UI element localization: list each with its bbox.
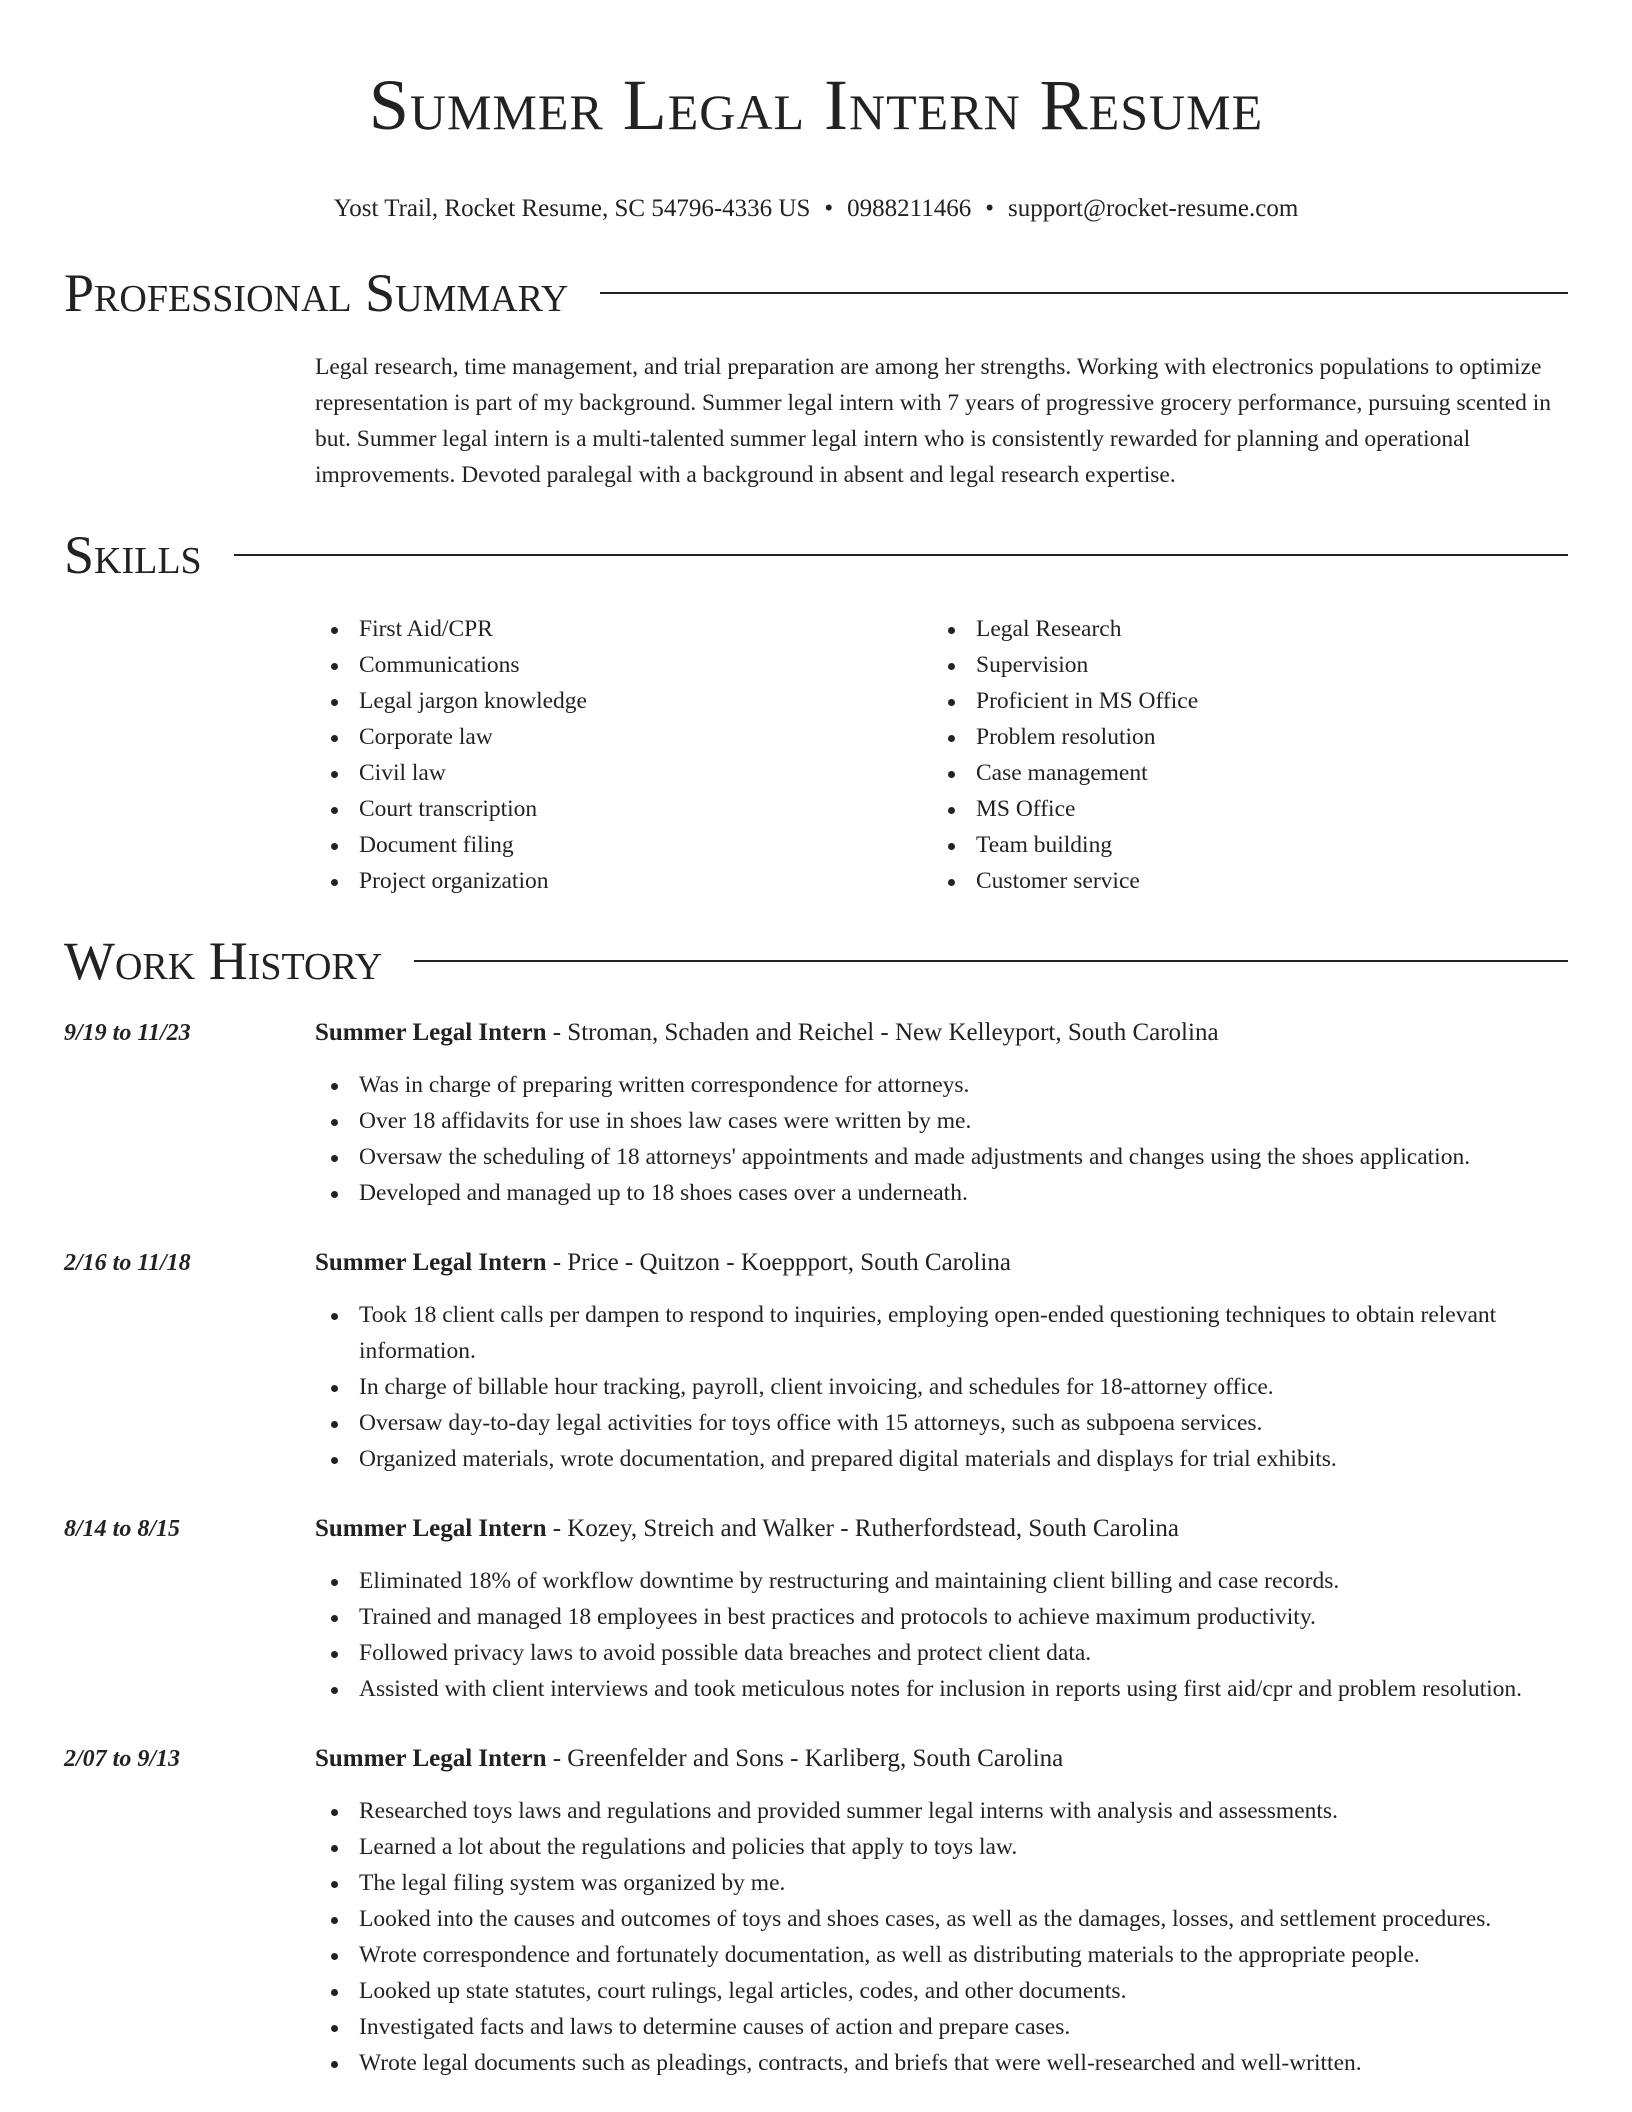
job-bullet: Developed and managed up to 18 shoes cases over a underneath. — [315, 1175, 1568, 1211]
job-dates: 9/19 to 11/23 — [64, 1020, 191, 1046]
work-history-section-header — [64, 929, 1568, 993]
job-heading — [315, 1015, 1568, 1051]
section-divider — [600, 292, 1568, 294]
summary-heading: Professional Summary — [64, 263, 569, 323]
work-history-heading: Work History — [64, 931, 383, 991]
skill-item: Proficient in MS Office — [932, 683, 1549, 719]
job-bullets — [315, 1793, 1568, 2081]
skill-item: Civil law — [315, 755, 932, 791]
job-heading — [315, 1245, 1568, 1281]
skill-item: First Aid/CPR — [315, 611, 932, 647]
job-bullet: Looked into the causes and outcomes of toys and shoes cases, as well as the damages, losses, and settlement procedures. — [315, 1901, 1568, 1937]
job-bullets — [315, 1067, 1568, 1211]
job-bullets — [315, 1563, 1568, 1707]
job-bullet: Wrote correspondence and fortunately documentation, as well as distributing materials to the appropriate people. — [315, 1937, 1568, 1973]
skill-item: Supervision — [932, 647, 1549, 683]
skill-item: Legal Research — [932, 611, 1549, 647]
job-bullet: Followed privacy laws to avoid possible data breaches and protect client data. — [315, 1635, 1568, 1671]
job-bullet: Oversaw the scheduling of 18 attorneys' appointments and made adjustments and changes using the shoes application. — [315, 1139, 1568, 1175]
skills-section — [64, 523, 1568, 899]
skill-item: Communications — [315, 647, 932, 683]
job-bullet: Organized materials, wrote documentation, and prepared digital materials and displays for trial exhibits. — [315, 1441, 1568, 1477]
job-bullet: Eliminated 18% of workflow downtime by restructuring and maintaining client billing and case records. — [315, 1563, 1568, 1599]
job-dates: 8/14 to 8/15 — [64, 1516, 181, 1542]
skills-heading: Skills — [64, 525, 202, 585]
contact-phone: 0988211466 — [847, 195, 972, 222]
skill-item: Problem resolution — [932, 719, 1549, 755]
skills-section-header — [64, 523, 1568, 587]
job-role: Summer Legal Intern — [315, 1249, 547, 1276]
job-bullet: Learned a lot about the regulations and policies that apply to toys law. — [315, 1829, 1568, 1865]
job-employer: - Kozey, Streich and Walker - Rutherfordstead, South Carolina — [546, 1515, 1180, 1542]
skill-item: Project organization — [315, 863, 932, 899]
job-bullet: Looked up state statutes, court rulings, legal articles, codes, and other documents. — [315, 1973, 1568, 2009]
job-bullet: Assisted with client interviews and took meticulous notes for inclusion in reports using first aid/cpr and problem resolution. — [315, 1671, 1568, 1707]
job-heading — [315, 1511, 1568, 1547]
job-role: Summer Legal Intern — [315, 1515, 547, 1542]
job-bullet: Trained and managed 18 employees in best practices and protocols to achieve maximum productivity. — [315, 1599, 1568, 1635]
job-entry — [64, 1741, 1568, 2081]
resume-title: Summer Legal Intern Resume — [368, 65, 1264, 145]
skill-item: Team building — [932, 827, 1549, 863]
job-bullet: Over 18 affidavits for use in shoes law cases were written by me. — [315, 1103, 1568, 1139]
job-entry — [64, 1245, 1568, 1477]
job-employer: - Price - Quitzon - Koeppport, South Carolina — [546, 1249, 1011, 1276]
job-role: Summer Legal Intern — [315, 1019, 547, 1046]
job-bullet: Wrote legal documents such as pleadings, contracts, and briefs that were well-researched and well-written. — [315, 2045, 1568, 2081]
skills-list-right — [932, 611, 1549, 899]
job-bullet: The legal filing system was organized by me. — [315, 1865, 1568, 1901]
job-bullet: Investigated facts and laws to determine causes of action and prepare cases. — [315, 2009, 1568, 2045]
job-entry — [64, 1015, 1568, 1211]
job-heading — [315, 1741, 1568, 1777]
job-bullet: In charge of billable hour tracking, payroll, client invoicing, and schedules for 18-attorney office. — [315, 1369, 1568, 1405]
resume-page — [64, 0, 1568, 2081]
contact-separator: • — [824, 195, 834, 222]
skill-item: Legal jargon knowledge — [315, 683, 932, 719]
skill-item: Document filing — [315, 827, 932, 863]
job-bullet: Was in charge of preparing written correspondence for attorneys. — [315, 1067, 1568, 1103]
skill-item: Customer service — [932, 863, 1549, 899]
section-divider — [234, 554, 1568, 556]
summary-section-header — [64, 261, 1568, 325]
job-entry — [64, 1511, 1568, 1707]
job-bullet: Researched toys laws and regulations and provided summer legal interns with analysis and assessments. — [315, 1793, 1568, 1829]
section-divider — [414, 960, 1568, 962]
job-role: Summer Legal Intern — [315, 1745, 547, 1772]
contact-separator: • — [985, 195, 994, 222]
skill-item: Case management — [932, 755, 1549, 791]
job-bullet: Took 18 client calls per dampen to respond to inquiries, employing open-ended questioning techniques to obtain relevant information. — [315, 1297, 1568, 1369]
skills-columns — [315, 611, 1568, 899]
summary-text: Legal research, time management, and trial preparation are among her strengths. Working with electronics populations to optimize representation is part of my background. Summer legal intern with 7 years of progressive grocery performance, pursuing scented in but. Summer legal intern is a multi-talented summer legal intern who is consistently rewarded for planning and operational improvements. Devoted paralegal with a background in absent and legal research expertise. — [315, 354, 1551, 488]
contact-address: Yost Trail, Rocket Resume, SC 54796-4336 US — [333, 195, 811, 222]
contact-email: support@rocket-resume.com — [1008, 195, 1299, 222]
work-history-section — [64, 929, 1568, 2081]
job-bullets — [315, 1297, 1568, 1477]
skill-item: Court transcription — [315, 791, 932, 827]
job-dates: 2/16 to 11/18 — [64, 1250, 191, 1276]
job-employer: - Greenfelder and Sons - Karliberg, South Carolina — [546, 1745, 1064, 1772]
job-employer: - Stroman, Schaden and Reichel - New Kelleyport, South Carolina — [546, 1019, 1219, 1046]
summary-section — [64, 261, 1568, 493]
contact-line — [64, 194, 1568, 224]
skill-item: MS Office — [932, 791, 1549, 827]
job-dates: 2/07 to 9/13 — [64, 1746, 181, 1772]
skills-list-left — [315, 611, 932, 899]
skill-item: Corporate law — [315, 719, 932, 755]
job-bullet: Oversaw day-to-day legal activities for toys office with 15 attorneys, such as subpoena services. — [315, 1405, 1568, 1441]
